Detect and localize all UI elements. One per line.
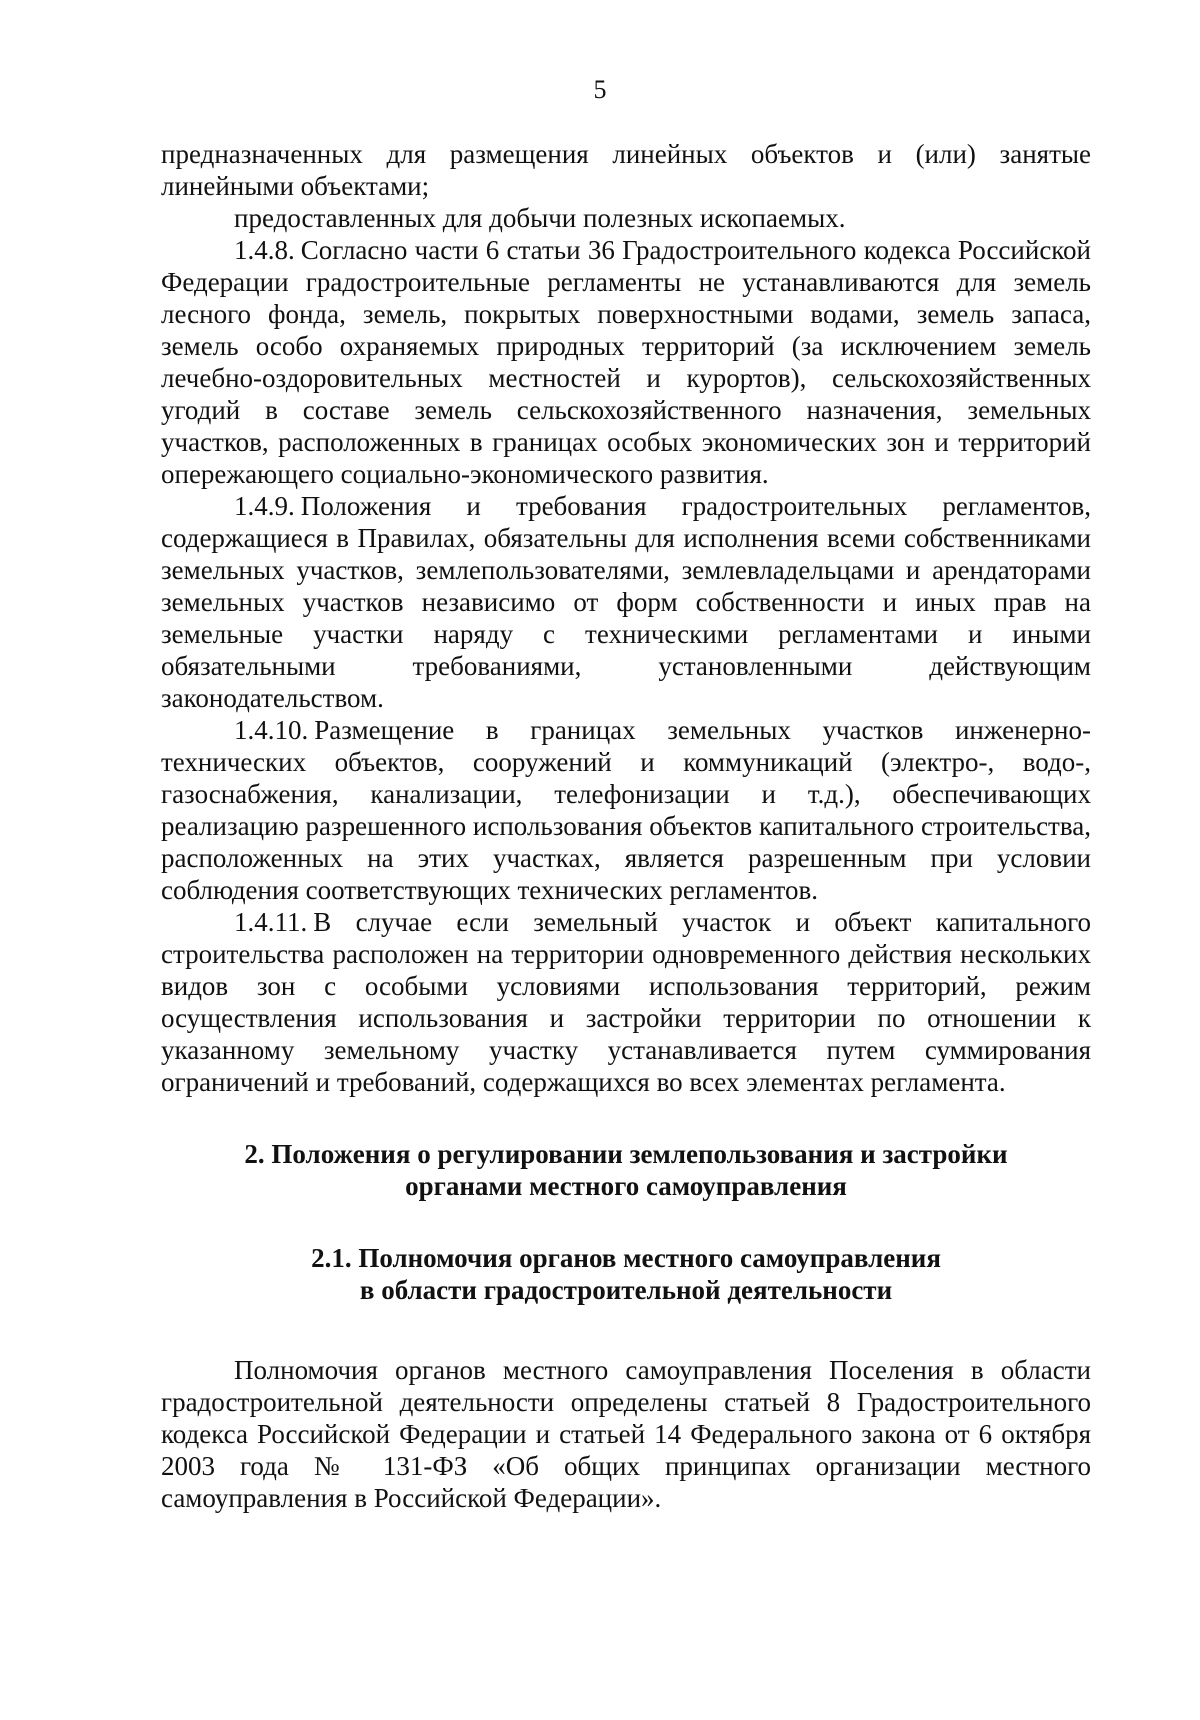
clause-1-4-8 (161, 234, 1091, 490)
clause-1-4-9 (161, 490, 1091, 714)
clause-number: 1.4.9. (234, 491, 295, 521)
section-heading (161, 1138, 1091, 1202)
clause-number: 1.4.10. (234, 715, 309, 745)
clause-text: В случае если земельный участок и объект капитального строительства расположен на территории одновременного действия нескольких видов зон с особыми условиями использования территорий, режим осуществления использования и застройки территории по отношении к указанному земельному участку устанавливается путем суммирования ограничений и требований, содержащихся во всех элементах регламента. (161, 907, 1091, 1097)
clause-1-4-10 (161, 714, 1091, 906)
subsection-heading (161, 1242, 1091, 1306)
clause-text: Положения и требования градостроительных регламентов, содержащиеся в Правилах, обязательны для исполнения всеми собственниками земельных участков, землепользователями, землевладельцами и арендаторами земельных участков независимо от форм собственности и иных прав на земельные участки наряду с техническими регламентами и иными обязательными требованиями, установленными действующим законодательством. (161, 491, 1091, 713)
page-number: 5 (593, 75, 607, 104)
section-heading-line-2: органами местного самоуправления (405, 1171, 847, 1201)
clause-number: 1.4.8. (234, 235, 295, 265)
clause-text: Размещение в границах земельных участков инженерно-технических объектов, сооружений и коммуникаций (электро-, водо-, газоснабжения, канализации, телефонизации и т.д.), обеспечивающих реализацию разрешенного использования объектов капитального строительства, расположенных на этих участках, является разрешенным при условии соблюдения соответствующих технических регламентов. (161, 715, 1091, 905)
document-body (161, 138, 1091, 1514)
clause-1-4-11 (161, 906, 1091, 1098)
subsection-heading-line-1: 2.1. Полномочия органов местного самоуправления (311, 1243, 941, 1273)
paragraph-authority-definition: Полномочия органов местного самоуправления Поселения в области градостроительной деятельности определены статьей 8 Градостроительного кодекса Российской Федерации и статьей 14 Федерального закона от 6 октября 2003 года № 131-ФЗ «Об общих принципах организации местного самоуправления в Российской Федерации». (161, 1355, 1091, 1513)
section-heading-line-1: 2. Положения о регулировании землепользования и застройки (244, 1139, 1008, 1169)
clause-number: 1.4.11. (234, 907, 308, 937)
paragraph-continued-linear-objects: предназначенных для размещения линейных объектов и (или) занятые линейными объектами; (161, 139, 1091, 201)
clause-text: Согласно части 6 статьи 36 Градостроительного кодекса Российской Федерации градостроительные регламенты не устанавливаются для земель лесного фонда, земель, покрытых поверхностными водами, земель запаса, земель особо охраняемых природных территорий (за исключением земель лечебно-оздоровительных местностей и курортов), сельскохозяйственных угодий в составе земель сельскохозяйственного назначения, земельных участков, расположенных в границах особых экономических зон и территорий опережающего социально-экономического развития. (161, 235, 1091, 489)
subsection-heading-line-2: в области градостроительной деятельности (359, 1275, 893, 1305)
paragraph-mineral-extraction: предоставленных для добычи полезных ископаемых. (234, 203, 846, 233)
